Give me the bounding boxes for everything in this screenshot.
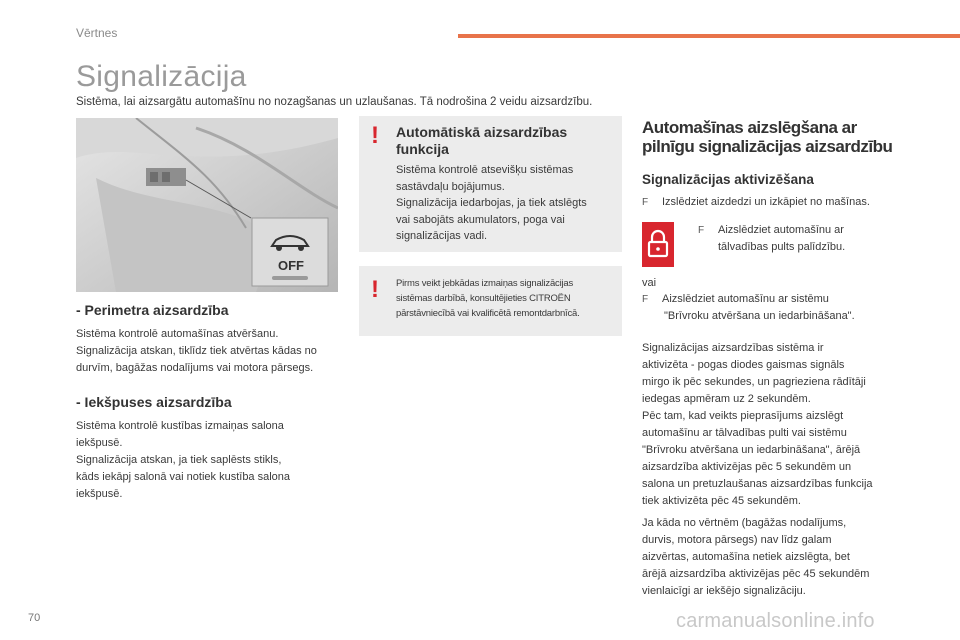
text-line: ārējā aizsardzība aktivizējas pēc 45 sekundēm	[642, 568, 870, 580]
step-ignition-off	[642, 194, 870, 211]
text-line: vai sabojāts akumulators, poga vai	[396, 213, 565, 226]
header-accent-bar	[458, 34, 960, 38]
title-line: funkcija	[396, 141, 449, 157]
title-line: Automātiskā aizsardzības	[396, 124, 568, 140]
title-line: pilnīgu signalizācijas aizsardzību	[642, 137, 893, 156]
bullet-marker: F	[642, 294, 649, 305]
alarm-button-photo	[76, 118, 338, 292]
text-line: sistēmas darbībā, konsultējieties CITROËN	[396, 293, 571, 304]
step-text: Aizslēdziet automašīnu ar sistēmu	[662, 293, 829, 305]
page-title: Signalizācija	[76, 60, 247, 93]
warning-icon: !	[371, 122, 379, 149]
step-text: "Brīvroku atvēršana un iedarbināšana".	[664, 310, 855, 322]
activation-subheading: Signalizācijas aktivizēšana	[642, 172, 814, 187]
title-line: Automašīnas aizslēgšana ar	[642, 118, 857, 137]
interior-line: iekšpusē.	[76, 488, 123, 500]
interior-line: Signalizācija atskan, ja tiek saplēsts stikls,	[76, 454, 282, 466]
step-keyless-lock	[642, 291, 902, 325]
perimeter-text	[76, 326, 338, 377]
text-line: pārstāvniecībā vai kvalificētā remontdarbnīcā.	[396, 308, 580, 319]
text-line: aktivizēta - pogas diodes gaismas signāls	[642, 359, 845, 371]
text-line: automašīnu ar tālvadības pulti vai sistēmu	[642, 427, 847, 439]
dealer-warning-box	[359, 266, 622, 336]
text-line: Signalizācijas aizsardzības sistēma ir	[642, 342, 824, 354]
text-line: signalizācijas vadi.	[396, 230, 488, 242]
text-line: Ja kāda no vērtnēm (bagāžas nodalījums,	[642, 517, 847, 529]
dealer-warning-text	[396, 276, 614, 321]
text-line: Pēc tam, kad veikts pieprasījums aizslēgt	[642, 410, 844, 422]
text-line: aizsardzība aktivizējas pēc 5 sekundēm un	[642, 461, 852, 473]
interior-heading: - Iekšpuses aizsardzība	[76, 394, 232, 410]
text-line: "Brīvroku atvēršana un iedarbināšana", ārējā	[642, 444, 861, 456]
text-line: durvis, motora pārsegs) nav līdz galam	[642, 534, 832, 546]
or-text: vai	[642, 277, 657, 289]
bullet-marker: F	[642, 197, 649, 208]
text-line: Sistēma kontrolē atsevišķu sistēmas	[396, 164, 574, 176]
off-label: OFF	[278, 258, 304, 273]
bullet-marker: F	[698, 225, 705, 236]
interior-line: Sistēma kontrolē kustības izmaiņas salona	[76, 420, 284, 432]
page-number: 70	[28, 612, 41, 624]
perimeter-heading: - Perimetra aizsardzība	[76, 302, 229, 318]
perimeter-line: Sistēma kontrolē automašīnas atvēršanu.	[76, 328, 279, 340]
interior-line: kāds iekāpj salonā vai notiek kustība salona	[76, 471, 291, 483]
auto-protection-title	[396, 124, 611, 158]
text-line: tiek aktivizēta pēc 45 sekundēm.	[642, 495, 801, 507]
auto-protection-text	[396, 162, 611, 245]
text-line: mirgo ik pēc sekundes, un pagrieziena rādītāji	[642, 376, 866, 388]
interior-text	[76, 418, 338, 503]
intro-text: Sistēma, lai aizsargātu automašīnu no nozagšanas un uzlaušanas. Tā nodrošina 2 veidu aizsardzību.	[76, 96, 593, 108]
section-label: Vērtnes	[76, 26, 118, 40]
text-line: salona un pretuzlaušanas aizsardzības funkcija	[642, 478, 873, 490]
step-remote-lock	[698, 222, 898, 256]
locking-section-title	[642, 118, 932, 156]
text-line: Pirms veikt jebkādas izmaiņas signalizācijas	[396, 278, 574, 289]
text-line: aizvērtas, automašīna netiek aizslēgta, bet	[642, 551, 850, 563]
dashboard-illustration	[76, 118, 338, 292]
watermark: carmanualsonline.info	[676, 610, 875, 632]
text-line: vienlaicīgi ar iekšējo signalizāciju.	[642, 585, 806, 597]
step-text: Aizslēdziet automašīnu ar	[718, 224, 844, 236]
step-text: Izslēdziet aizdedzi un izkāpiet no mašīnas.	[662, 196, 870, 208]
activation-description	[642, 340, 912, 510]
text-line: iedegas apmēram uz 2 sekundēm.	[642, 393, 811, 405]
interior-line: iekšpusē.	[76, 437, 123, 449]
auto-protection-warning-box	[359, 116, 622, 252]
warning-icon: !	[371, 276, 379, 303]
text-line: sastāvdaļu bojājumus.	[396, 180, 505, 193]
perimeter-line: durvīm, bagāžas nodalījums vai motora pārsegs.	[76, 362, 314, 374]
open-door-note	[642, 515, 912, 600]
lock-icon	[642, 222, 674, 267]
text-line: Signalizācija iedarbojas, ja tiek atslēgts	[396, 197, 587, 209]
step-text: tālvadības pults palīdzību.	[718, 241, 846, 253]
perimeter-line: Signalizācija atskan, tiklīdz tiek atvērtas kādas no	[76, 345, 317, 357]
